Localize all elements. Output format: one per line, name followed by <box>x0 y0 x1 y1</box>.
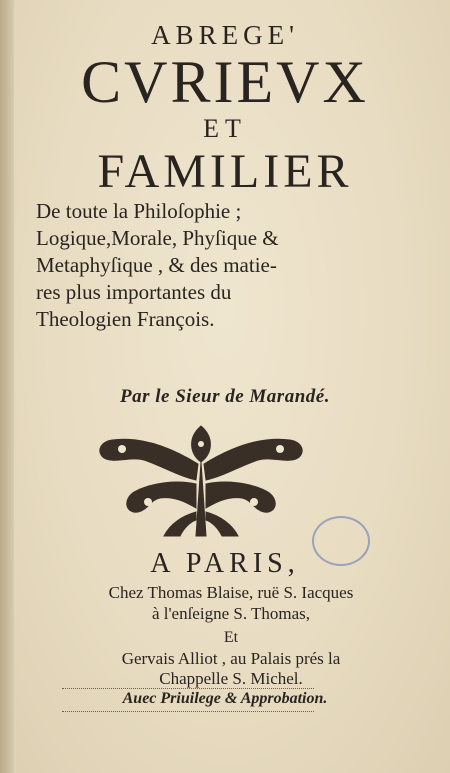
imprint-line-5: Chappelle S. Michel. <box>159 669 303 688</box>
imprint-line-4: Gervais Alliot , au Palais prés la <box>121 649 341 668</box>
title-line-3: ET <box>203 114 247 143</box>
imprint-line-2: à l'enſeigne S. Thomas, <box>151 604 311 623</box>
imprint-line-3: Et <box>223 629 239 646</box>
privilege-line: Auec Priuilege & Approbation. <box>122 690 328 707</box>
description-line: Theologien François. <box>36 307 215 331</box>
title-line-2: CVRIEVX <box>81 49 369 115</box>
description-line: De toute la Philoſophie ; <box>36 199 242 223</box>
imprint-city: A PARIS, <box>150 548 300 579</box>
printers-ornament <box>92 418 310 542</box>
title-line-4: FAMILIER <box>97 145 353 198</box>
author-line: Par le Sieur de Marandé. <box>120 386 330 407</box>
description-line: res plus importantes du <box>36 280 232 304</box>
subtitle-description <box>36 198 396 333</box>
title-line-1: ABREGE' <box>151 20 299 50</box>
description-line: Logique,Morale, Phyſique & <box>36 226 279 250</box>
imprint-line-1: Chez Thomas Blaise, ruë S. Iacques <box>108 583 354 602</box>
description-line: Metaphyſique , & des matie- <box>36 253 277 277</box>
